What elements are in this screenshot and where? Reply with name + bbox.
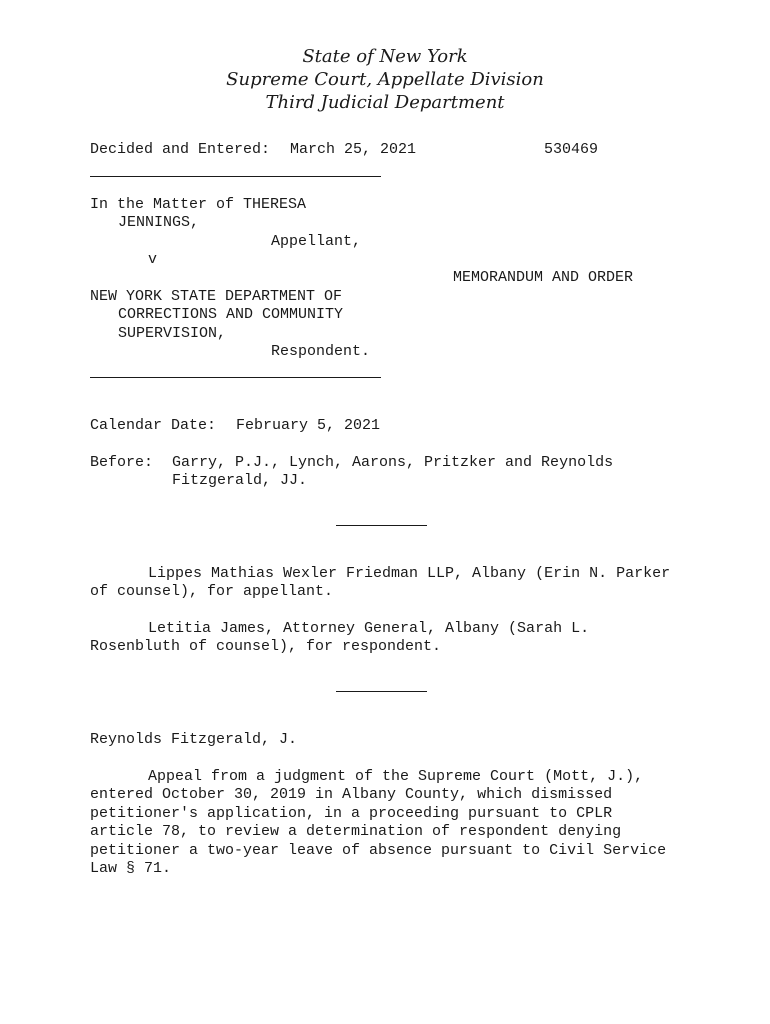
decided-label: Decided and Entered: bbox=[90, 141, 271, 158]
opinion-text-line: entered October 30, 2019 in Albany County, which dismissed bbox=[90, 786, 613, 803]
respondent-counsel-line1: Letitia James, Attorney General, Albany (Sarah L. bbox=[148, 620, 590, 637]
caption-bottom-rule bbox=[90, 377, 381, 378]
order-type: MEMORANDUM AND ORDER bbox=[453, 269, 634, 286]
respondent-name-line2: CORRECTIONS AND COMMUNITY bbox=[118, 306, 344, 323]
opinion-author: Reynolds Fitzgerald, J. bbox=[90, 731, 298, 748]
opinion-text-line: petitioner a two-year leave of absence pursuant to Civil Service bbox=[90, 842, 667, 859]
appellant-counsel-line1: Lippes Mathias Wexler Friedman LLP, Albany (Erin N. Parker bbox=[148, 565, 671, 582]
respondent-name-line3: SUPERVISION, bbox=[118, 325, 227, 342]
opinion-text-line: article 78, to review a determination of respondent denying bbox=[90, 823, 622, 840]
opinion-text-line: Law § 71. bbox=[90, 860, 172, 877]
panel-justices-line1: Garry, P.J., Lynch, Aarons, Pritzker and Reynolds bbox=[172, 454, 614, 471]
panel-justices-line2: Fitzgerald, JJ. bbox=[172, 472, 308, 489]
court-department-heading: Third Judicial Department bbox=[265, 92, 505, 113]
calendar-date-value: February 5, 2021 bbox=[236, 417, 381, 434]
decided-date: March 25, 2021 bbox=[290, 141, 417, 158]
respondent-role: Respondent. bbox=[271, 343, 371, 360]
opinion-text-line: Appeal from a judgment of the Supreme Court (Mott, J.), bbox=[148, 768, 644, 785]
section-divider-2 bbox=[336, 691, 427, 692]
petitioner-name-line1: In the Matter of THERESA bbox=[90, 196, 307, 213]
section-divider-1 bbox=[336, 525, 427, 526]
before-label: Before: bbox=[90, 454, 154, 471]
court-division-heading: Supreme Court, Appellate Division bbox=[226, 69, 544, 90]
appellant-counsel-line2: of counsel), for appellant. bbox=[90, 583, 334, 600]
petitioner-name-line2: JENNINGS, bbox=[118, 214, 200, 231]
versus-label: v bbox=[148, 251, 158, 268]
caption-top-rule bbox=[90, 176, 381, 177]
docket-number: 530469 bbox=[544, 141, 599, 158]
court-state-heading: State of New York bbox=[302, 46, 468, 67]
opinion-text-line: petitioner's application, in a proceeding pursuant to CPLR bbox=[90, 805, 613, 822]
calendar-date-label: Calendar Date: bbox=[90, 417, 217, 434]
respondent-name-line1: NEW YORK STATE DEPARTMENT OF bbox=[90, 288, 343, 305]
petitioner-role: Appellant, bbox=[271, 233, 362, 250]
respondent-counsel-line2: Rosenbluth of counsel), for respondent. bbox=[90, 638, 442, 655]
